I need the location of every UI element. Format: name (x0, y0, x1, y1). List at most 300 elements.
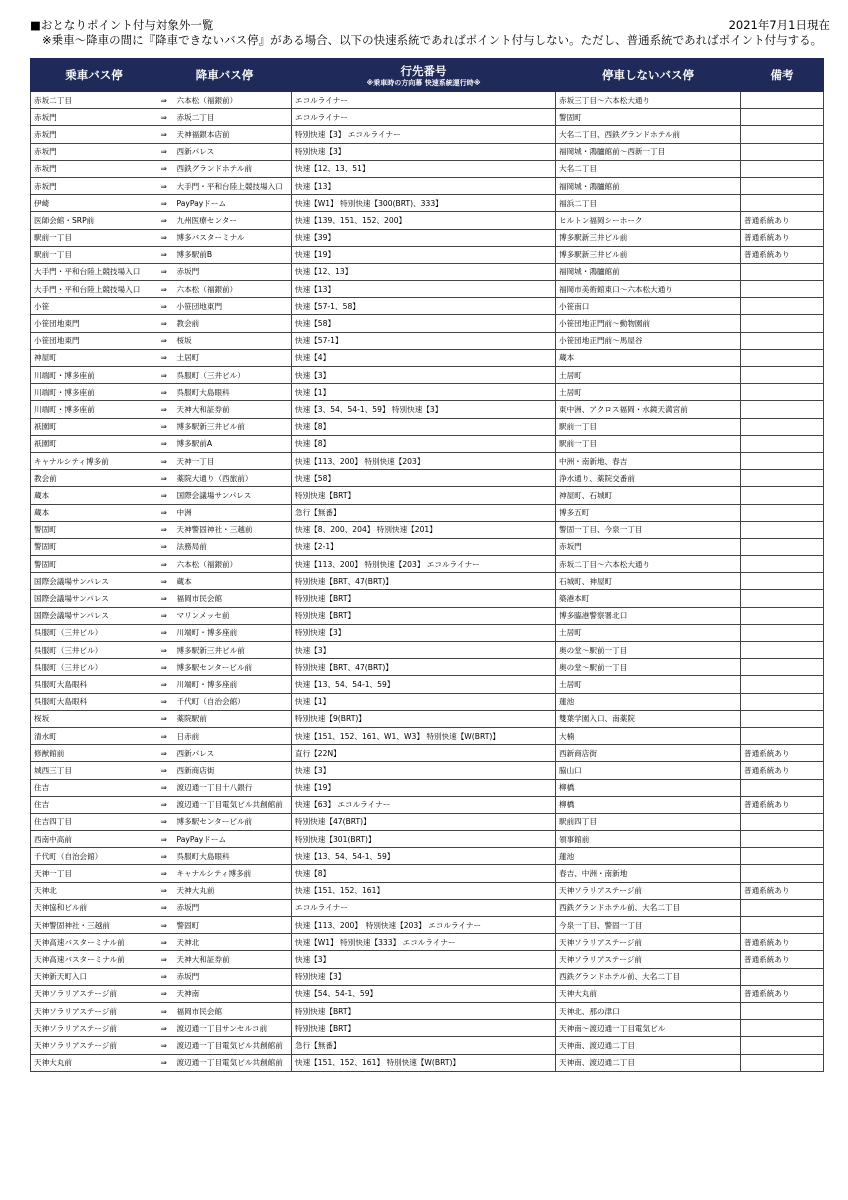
cell-from: 教会前 (31, 470, 158, 487)
cell-remarks (741, 143, 824, 160)
cell-route: 特別快速【BRT】 (292, 487, 556, 504)
cell-remarks (741, 195, 824, 212)
cell-from: 警固町 (31, 556, 158, 573)
alight-stop: 呉服町大島眼科 (176, 851, 230, 861)
cell-from: 医師会館・SRP前 (31, 212, 158, 229)
cell-to (158, 538, 292, 555)
arrow-icon: ⇒ (160, 147, 167, 157)
alight-stop: 六本松（福銀前） (176, 559, 238, 569)
alight-stop: 西新パレス (176, 147, 215, 157)
page-header (30, 18, 830, 48)
cell-to (158, 126, 292, 143)
alight-stop: 赤坂門 (176, 267, 200, 277)
table-row (31, 349, 824, 366)
cell-to (158, 143, 292, 160)
cell-remarks (741, 538, 824, 555)
cell-skip: ヒルトン福岡シーホーク (556, 212, 741, 229)
cell-remarks: 普通系統あり (741, 762, 824, 779)
cell-route: 快速【1】 (292, 693, 556, 710)
cell-remarks (741, 590, 824, 607)
cell-remarks (741, 1020, 824, 1037)
cell-from: 赤坂二丁目 (31, 92, 158, 109)
arrow-icon: ⇒ (160, 370, 167, 380)
table-row (31, 745, 824, 762)
table-row (31, 659, 824, 676)
cell-route: 特別快速【BRT】 (292, 1002, 556, 1019)
cell-remarks: 普通系統あり (741, 745, 824, 762)
table-row (31, 521, 824, 538)
cell-from: 天神一丁目 (31, 865, 158, 882)
cell-skip: 福浜二丁目 (556, 195, 741, 212)
cell-route: 快速【113、200】 特別快速【203】 エコルライナー (292, 917, 556, 934)
cell-route: 快速【151、152、161】 (292, 882, 556, 899)
alight-stop: 川端町・博多座前 (176, 628, 238, 638)
arrow-icon: ⇒ (160, 95, 167, 105)
alight-stop: 天神大和証券前 (176, 954, 230, 964)
table-row (31, 710, 824, 727)
cell-route: 快速【13】 (292, 177, 556, 194)
table-row (31, 573, 824, 590)
cell-remarks (741, 917, 824, 934)
cell-to (158, 745, 292, 762)
cell-skip: 駅前一丁目 (556, 435, 741, 452)
cell-route: 快速【2-1】 (292, 538, 556, 555)
arrow-icon: ⇒ (160, 714, 167, 724)
cell-to (158, 865, 292, 882)
cell-skip: 赤坂三丁目～六本松大通り (556, 92, 741, 109)
cell-skip: 福岡城・鴻臚館前～西新一丁目 (556, 143, 741, 160)
cell-to (158, 195, 292, 212)
table-row (31, 229, 824, 246)
cell-route: 特別快速【BRT、47(BRT)】 (292, 573, 556, 590)
cell-skip: 大名二丁目 (556, 160, 741, 177)
cell-from: 川端町・博多座前 (31, 384, 158, 401)
cell-to (158, 968, 292, 985)
arrow-icon: ⇒ (160, 748, 167, 758)
cell-route: 快速【139、151、152、200】 (292, 212, 556, 229)
alight-stop: 博多駅前B (176, 250, 213, 260)
cell-remarks (741, 899, 824, 916)
table-row (31, 246, 824, 263)
cell-route: 快速【113、200】 特別快速【203】 (292, 452, 556, 469)
cell-route: 快速【63】 エコルライナー (292, 796, 556, 813)
cell-from: 天神新天町入口 (31, 968, 158, 985)
cell-from: 西南中高前 (31, 831, 158, 848)
cell-route: 快速【3、54、54-1、59】 特別快速【3】 (292, 401, 556, 418)
arrow-icon: ⇒ (160, 542, 167, 552)
cell-from: 小笹団地東門 (31, 332, 158, 349)
arrow-icon: ⇒ (160, 731, 167, 741)
alight-stop: 天神南 (176, 989, 200, 999)
cell-remarks (741, 263, 824, 280)
alight-stop: PayPayドーム (176, 198, 227, 208)
arrow-icon: ⇒ (160, 267, 167, 277)
arrow-icon: ⇒ (160, 972, 167, 982)
table-row (31, 298, 824, 315)
cell-from: 赤坂門 (31, 160, 158, 177)
cell-from: 住吉 (31, 779, 158, 796)
cell-route: 快速【19】 (292, 779, 556, 796)
table-row (31, 143, 824, 160)
cell-remarks (741, 1002, 824, 1019)
cell-from: 祇園町 (31, 435, 158, 452)
table-row (31, 384, 824, 401)
cell-skip: 福岡市美術館東口～六本松大通り (556, 281, 741, 298)
cell-skip: 土居町 (556, 676, 741, 693)
cell-skip: 土居町 (556, 367, 741, 384)
cell-to (158, 92, 292, 109)
arrow-icon: ⇒ (160, 1040, 167, 1050)
cell-route: 直行【22N】 (292, 745, 556, 762)
arrow-icon: ⇒ (160, 215, 167, 225)
cell-from: 城西三丁目 (31, 762, 158, 779)
cell-from: 天神警固神社・三越前 (31, 917, 158, 934)
table-row (31, 281, 824, 298)
arrow-icon: ⇒ (160, 765, 167, 775)
arrow-icon: ⇒ (160, 129, 167, 139)
arrow-icon: ⇒ (160, 473, 167, 483)
table-row (31, 727, 824, 744)
cell-to (158, 573, 292, 590)
cell-remarks (741, 367, 824, 384)
cell-skip: 東中洲、アクロス福岡・水鏡天満宮前 (556, 401, 741, 418)
arrow-icon: ⇒ (160, 508, 167, 518)
arrow-icon: ⇒ (160, 697, 167, 707)
cell-remarks (741, 556, 824, 573)
cell-skip: 天神南、渡辺通二丁目 (556, 1054, 741, 1071)
cell-from: 天神高速バスターミナル前 (31, 934, 158, 951)
cell-remarks (741, 470, 824, 487)
cell-remarks (741, 452, 824, 469)
cell-skip: 博多臨港警察署北口 (556, 607, 741, 624)
cell-to (158, 1020, 292, 1037)
cell-from: 国際会議場サンパレス (31, 590, 158, 607)
cell-route: 快速【W1】 特別快速【300(BRT)、333】 (292, 195, 556, 212)
table-row (31, 899, 824, 916)
arrow-icon: ⇒ (160, 1006, 167, 1016)
arrow-icon: ⇒ (160, 611, 167, 621)
cell-skip: 柳橋 (556, 779, 741, 796)
cell-route: 快速【8】 (292, 418, 556, 435)
table-row (31, 624, 824, 641)
cell-remarks (741, 727, 824, 744)
alight-stop: 天神福銀本店前 (176, 129, 230, 139)
cell-to (158, 452, 292, 469)
col-header-skip: 停車しないバス停 (556, 59, 741, 92)
cell-from: 大手門・平和台陸上競技場入口 (31, 263, 158, 280)
cell-from: 住吉 (31, 796, 158, 813)
cell-to (158, 315, 292, 332)
alight-stop: 天神北 (176, 937, 200, 947)
cell-skip: 博多駅新三井ビル前 (556, 229, 741, 246)
cell-remarks (741, 177, 824, 194)
table-row (31, 779, 824, 796)
cell-to (158, 1002, 292, 1019)
arrow-icon: ⇒ (160, 679, 167, 689)
cell-from: 天神北 (31, 882, 158, 899)
arrow-icon: ⇒ (160, 851, 167, 861)
table-row (31, 796, 824, 813)
as-of-date: 2021年7月1日現在 (728, 18, 830, 32)
cell-route: 急行【無番】 (292, 1037, 556, 1054)
table-row (31, 968, 824, 985)
cell-remarks: 普通系統あり (741, 246, 824, 263)
cell-route: 快速【8】 (292, 435, 556, 452)
arrow-icon: ⇒ (160, 284, 167, 294)
cell-route: 快速【151、152、161】 特別快速【W(BRT)】 (292, 1054, 556, 1071)
cell-remarks (741, 676, 824, 693)
cell-remarks (741, 487, 824, 504)
alight-stop: 渡辺通一丁目電気ビル共創館前 (176, 1040, 283, 1050)
col-header-to: 降車バス停 (158, 59, 292, 92)
alight-stop: 天神大和証券前 (176, 404, 230, 414)
alight-stop: 西新商店街 (176, 765, 215, 775)
cell-from: 千代町（自治会館） (31, 848, 158, 865)
cell-to (158, 934, 292, 951)
alight-stop: 呉服町（三井ビル） (176, 370, 245, 380)
exclusion-table (30, 58, 824, 1072)
cell-route: 特別快速【BRT】 (292, 1020, 556, 1037)
cell-skip: 警固一丁目、今泉一丁目 (556, 521, 741, 538)
cell-route: 快速【13、54、54-1、59】 (292, 848, 556, 865)
cell-remarks: 普通系統あり (741, 934, 824, 951)
cell-skip: 博多駅新三井ビル前 (556, 246, 741, 263)
cell-route: 快速【19】 (292, 246, 556, 263)
table-row (31, 367, 824, 384)
alight-stop: 教会前 (176, 319, 200, 329)
cell-route: 快速【54、54-1、59】 (292, 985, 556, 1002)
cell-remarks (741, 504, 824, 521)
cell-remarks (741, 813, 824, 830)
table-row (31, 693, 824, 710)
cell-from: 天神高速バスターミナル前 (31, 951, 158, 968)
cell-to (158, 229, 292, 246)
cell-route: 特別快速【BRT、47(BRT)】 (292, 659, 556, 676)
cell-remarks (741, 281, 824, 298)
cell-skip: 赤坂二丁目～六本松大通り (556, 556, 741, 573)
table-row (31, 195, 824, 212)
cell-from: 呉服町（三井ビル） (31, 659, 158, 676)
cell-remarks: 普通系統あり (741, 796, 824, 813)
cell-skip: 天神ソラリアステージ前 (556, 951, 741, 968)
cell-remarks (741, 710, 824, 727)
alight-stop: 警固町 (176, 920, 200, 930)
cell-to (158, 796, 292, 813)
col-header-route-label: 行先番号 (400, 63, 447, 78)
cell-to (158, 590, 292, 607)
cell-to (158, 212, 292, 229)
cell-remarks (741, 298, 824, 315)
cell-from: 駅前一丁目 (31, 229, 158, 246)
alight-stop: 川端町・博多座前 (176, 679, 238, 689)
cell-to (158, 487, 292, 504)
cell-to (158, 831, 292, 848)
page-title: ■おとなりポイント付与対象外一覧 (30, 18, 214, 32)
cell-remarks (741, 384, 824, 401)
cell-route: 特別快速【301(BRT)】 (292, 831, 556, 848)
cell-to (158, 676, 292, 693)
arrow-icon: ⇒ (160, 800, 167, 810)
cell-from: 天神大丸前 (31, 1054, 158, 1071)
cell-skip: 小笹南口 (556, 298, 741, 315)
cell-from: 警固町 (31, 538, 158, 555)
cell-from: 小笹団地東門 (31, 315, 158, 332)
arrow-icon: ⇒ (160, 594, 167, 604)
arrow-icon: ⇒ (160, 576, 167, 586)
cell-skip: 大楠 (556, 727, 741, 744)
cell-skip: 福岡城・鴻臚館前 (556, 177, 741, 194)
table-row (31, 418, 824, 435)
cell-remarks: 普通系統あり (741, 229, 824, 246)
arrow-icon: ⇒ (160, 233, 167, 243)
cell-remarks: 普通系統あり (741, 882, 824, 899)
col-header-route-sub: ※乗車時の方向幕 快速系統運行時※ (366, 78, 481, 87)
alight-stop: 博多駅センタービル前 (176, 817, 253, 827)
cell-route: 快速【13】 (292, 281, 556, 298)
cell-route: 快速【57-1、58】 (292, 298, 556, 315)
cell-route: 特別快速【3】 (292, 143, 556, 160)
table-row (31, 934, 824, 951)
cell-skip: 春吉、中洲・南新地 (556, 865, 741, 882)
cell-skip: 福岡城・鴻臚館前 (556, 263, 741, 280)
cell-to (158, 109, 292, 126)
cell-to (158, 762, 292, 779)
cell-route: 快速【151、152、161、W1、W3】 特別快速【W(BRT)】 (292, 727, 556, 744)
alight-stop: 蔵本 (176, 576, 192, 586)
cell-route: 快速【12、13、51】 (292, 160, 556, 177)
cell-skip: 大名二丁目、西鉄グランドホテル前 (556, 126, 741, 143)
cell-route: 快速【3】 (292, 762, 556, 779)
arrow-icon: ⇒ (160, 834, 167, 844)
cell-to (158, 435, 292, 452)
table-header-row (31, 59, 824, 92)
cell-skip: 小笹団地正門前～動物園前 (556, 315, 741, 332)
arrow-icon: ⇒ (160, 336, 167, 346)
table-row (31, 813, 824, 830)
table-row (31, 435, 824, 452)
cell-skip: 脇山口 (556, 762, 741, 779)
arrow-icon: ⇒ (160, 319, 167, 329)
cell-from: 赤坂門 (31, 143, 158, 160)
alight-stop: 小笹団地東門 (176, 301, 223, 311)
cell-remarks (741, 401, 824, 418)
cell-from: 神屋町 (31, 349, 158, 366)
cell-skip: 天神大丸前 (556, 985, 741, 1002)
cell-skip: 雙葉学園入口、南薬院 (556, 710, 741, 727)
table-row (31, 160, 824, 177)
cell-skip: 駅前一丁目 (556, 418, 741, 435)
cell-from: 天神ソラリアステージ前 (31, 1002, 158, 1019)
cell-to (158, 642, 292, 659)
cell-skip: 土居町 (556, 624, 741, 641)
cell-remarks (741, 693, 824, 710)
table-row (31, 607, 824, 624)
arrow-icon: ⇒ (160, 989, 167, 999)
cell-to (158, 418, 292, 435)
arrow-icon: ⇒ (160, 301, 167, 311)
arrow-icon: ⇒ (160, 1058, 167, 1068)
table-row (31, 848, 824, 865)
table-row (31, 212, 824, 229)
cell-to (158, 693, 292, 710)
cell-skip: 神屋町、石城町 (556, 487, 741, 504)
table-body (31, 92, 824, 1072)
cell-route: 特別快速【3】 (292, 624, 556, 641)
arrow-icon: ⇒ (160, 387, 167, 397)
alight-stop: 薬院大通り（西旅前） (176, 473, 253, 483)
table-row (31, 126, 824, 143)
cell-to (158, 177, 292, 194)
cell-remarks (741, 865, 824, 882)
table-row (31, 865, 824, 882)
arrow-icon: ⇒ (160, 525, 167, 535)
table-row (31, 1037, 824, 1054)
cell-skip: 築港本町 (556, 590, 741, 607)
arrow-icon: ⇒ (160, 783, 167, 793)
cell-route: 快速【3】 (292, 642, 556, 659)
alight-stop: 日赤前 (176, 731, 200, 741)
cell-to (158, 263, 292, 280)
cell-route: 快速【39】 (292, 229, 556, 246)
alight-stop: 土居町 (176, 353, 200, 363)
cell-route: 快速【58】 (292, 315, 556, 332)
cell-remarks: 普通系統あり (741, 212, 824, 229)
alight-stop: 福岡市民会館 (176, 1006, 223, 1016)
cell-from: 呉服町大島眼科 (31, 676, 158, 693)
cell-remarks (741, 642, 824, 659)
table-row (31, 1020, 824, 1037)
cell-route: 特別快速【3】 エコルライナー (292, 126, 556, 143)
arrow-icon: ⇒ (160, 869, 167, 879)
cell-route: 快速【13、54、54-1、59】 (292, 676, 556, 693)
cell-route: 快速【58】 (292, 470, 556, 487)
cell-from: キャナルシティ博多前 (31, 452, 158, 469)
cell-remarks (741, 418, 824, 435)
cell-remarks (741, 160, 824, 177)
table-row (31, 882, 824, 899)
cell-remarks (741, 624, 824, 641)
alight-stop: 西新パレス (176, 748, 215, 758)
alight-stop: マリンメッセ前 (176, 611, 230, 621)
alight-stop: 赤坂門 (176, 972, 200, 982)
cell-route: 特別快速【3】 (292, 968, 556, 985)
cell-from: 蔵本 (31, 487, 158, 504)
cell-route: 特別快速【9(BRT)】 (292, 710, 556, 727)
cell-route: 快速【3】 (292, 951, 556, 968)
cell-to (158, 779, 292, 796)
cell-to (158, 281, 292, 298)
alight-stop: 博多駅前A (176, 439, 213, 449)
cell-skip: 奥の堂～駅前一丁目 (556, 659, 741, 676)
alight-stop: PayPayドーム (176, 834, 227, 844)
cell-to (158, 1054, 292, 1071)
cell-remarks (741, 659, 824, 676)
alight-stop: 西鉄グランドホテル前 (176, 164, 253, 174)
cell-route: 特別快速【BRT】 (292, 590, 556, 607)
alight-stop: 赤坂門 (176, 903, 200, 913)
alight-stop: 桜坂 (176, 336, 192, 346)
cell-route: エコルライナー (292, 899, 556, 916)
cell-skip: 浄水通り、薬院交番前 (556, 470, 741, 487)
cell-remarks (741, 1054, 824, 1071)
cell-from: 住吉四丁目 (31, 813, 158, 830)
cell-skip: 領事館前 (556, 831, 741, 848)
table-row (31, 917, 824, 934)
alight-stop: 渡辺通一丁目十八銀行 (176, 783, 253, 793)
cell-from: 赤坂門 (31, 109, 158, 126)
arrow-icon: ⇒ (160, 198, 167, 208)
arrow-icon: ⇒ (160, 559, 167, 569)
